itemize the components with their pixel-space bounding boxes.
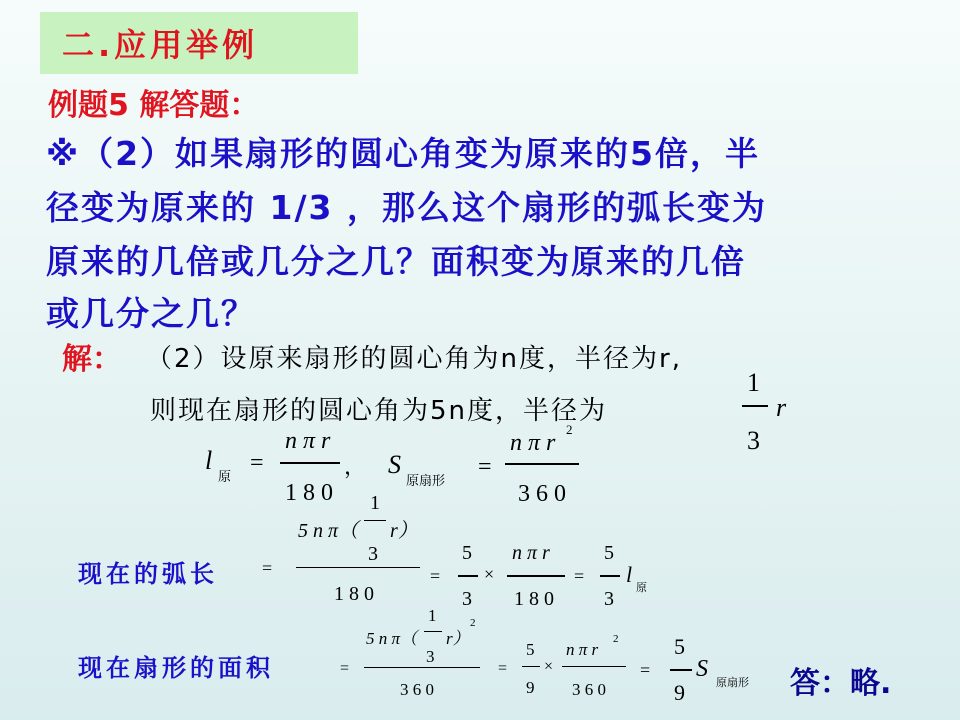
arc-l-sub: 原 xyxy=(636,581,647,594)
arc-l: l xyxy=(626,562,633,587)
arc-five-npi: 5 n π（ xyxy=(298,520,359,542)
arc-npir-bar xyxy=(507,575,565,577)
arc-three-b: 3 xyxy=(604,588,614,610)
area-r-paren: r） xyxy=(446,629,470,648)
area-inner-three: 3 xyxy=(426,647,435,666)
area-result-bar xyxy=(670,669,692,671)
problem-line-3: 原来的几倍或几分之几？面积变为原来的几倍 xyxy=(46,242,746,281)
area-eq-2: = xyxy=(498,660,508,677)
solution-line-2: 则现在扇形的圆心角为5n度，半径为 xyxy=(150,396,608,426)
l-frac-bar xyxy=(280,462,340,464)
problem-line-1: ※（2）如果扇形的圆心角变为原来的5倍，半 xyxy=(46,134,761,173)
problem-line-2: 径变为原来的 1/3 ，那么这个扇形的弧长变为 xyxy=(46,188,767,227)
area-five-b: 5 xyxy=(674,634,685,659)
arc-r-paren: r） xyxy=(390,520,418,542)
area-main-bar xyxy=(364,667,480,668)
arc-inner-one: 1 xyxy=(370,492,380,514)
l-subscript: 原 xyxy=(218,470,232,485)
frac-third-r: r xyxy=(776,393,787,422)
area-five-npi: 5 n π（ xyxy=(366,629,418,648)
frac-third-num: 1 xyxy=(747,368,760,397)
area-s-sub: 原扇形 xyxy=(716,676,749,689)
frac-third-bar xyxy=(742,405,768,407)
example-label: 例题5 解答题： xyxy=(48,88,260,123)
s-numerator: n π r xyxy=(510,430,556,456)
l-denominator: 1 8 0 xyxy=(285,480,333,506)
area-times: × xyxy=(544,658,554,675)
area-360: 3 6 0 xyxy=(572,680,606,699)
area-nine-b: 9 xyxy=(674,680,685,705)
eq-2: = xyxy=(478,454,492,480)
area-npir: n π r xyxy=(566,640,599,659)
arc-five-third-bar xyxy=(458,575,478,577)
l-symbol: l xyxy=(205,446,213,475)
area-label: 现在扇形的面积 xyxy=(78,654,274,682)
area-inner-bar xyxy=(424,631,442,632)
arc-main-den: 1 8 0 xyxy=(334,583,374,605)
arc-180: 1 8 0 xyxy=(514,588,554,610)
arc-five: 5 xyxy=(462,542,472,564)
area-npir-bar xyxy=(562,666,626,667)
area-npir-exp: 2 xyxy=(613,633,619,645)
arc-main-bar xyxy=(296,567,420,568)
arc-eq-2: = xyxy=(430,566,441,586)
s-symbol: S xyxy=(388,450,401,479)
area-eq-1: = xyxy=(340,660,350,677)
area-five: 5 xyxy=(526,640,535,659)
s-frac-bar xyxy=(505,463,579,465)
area-five-ninth-bar xyxy=(522,666,540,667)
s-num-exp: 2 xyxy=(566,422,573,437)
arc-three: 3 xyxy=(462,588,472,610)
l-numerator: n π r xyxy=(285,428,331,454)
arc-inner-three: 3 xyxy=(368,543,378,565)
arc-result-bar xyxy=(600,575,620,577)
area-main-den: 3 6 0 xyxy=(400,680,434,699)
frac-third-den: 3 xyxy=(747,426,760,455)
area-inner-one: 1 xyxy=(428,606,437,625)
arc-label: 现在的弧长 xyxy=(78,560,218,588)
problem-line-4: 或几分之几？ xyxy=(46,294,256,333)
solution-label: 解： xyxy=(62,342,122,377)
arc-eq-3: = xyxy=(574,566,585,586)
arc-npir: n π r xyxy=(512,542,550,564)
eq-1: = xyxy=(250,450,264,476)
area-eq-3: = xyxy=(640,660,651,680)
arc-inner-bar xyxy=(364,520,386,521)
s-denominator: 3 6 0 xyxy=(518,481,566,507)
arc-five-b: 5 xyxy=(604,542,614,564)
answer: 答：略. xyxy=(790,666,892,701)
area-nine: 9 xyxy=(526,678,535,697)
arc-times: × xyxy=(484,564,495,584)
area-exp: 2 xyxy=(470,617,476,629)
arc-eq-1: = xyxy=(262,558,273,578)
s-subscript: 原扇形 xyxy=(406,474,446,489)
area-s: S xyxy=(696,656,708,682)
section-title: 二.应用举例 xyxy=(62,26,259,64)
solution-line-1: （2）设原来扇形的圆心角为n度，半径为r, xyxy=(146,344,682,374)
comma: ， xyxy=(344,455,367,480)
